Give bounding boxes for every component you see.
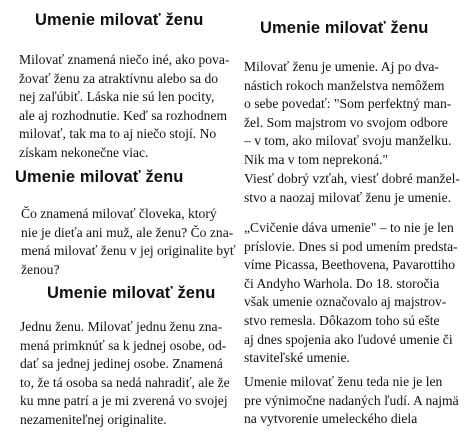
text-line: staviteľské umenie. — [244, 350, 350, 366]
text-line: Milovať ženu je umenie. Aj po dva- — [244, 59, 439, 74]
text-line: získam nekonečne viac. — [19, 144, 149, 160]
text-line: nie je dieťa ani muž, ale ženu? Čo zna- — [21, 224, 234, 240]
text-line: príslovie. Dnes si pod umením predsta- — [244, 238, 458, 254]
text-line: či Andyho Warhola. Do 18. storočia — [244, 275, 440, 291]
text-line: mená milovať ženu v jej originalite byť — [21, 243, 236, 259]
text-line: Čo znamená milovať človeka, ktorý — [21, 206, 217, 221]
text-line: nezameniteľnej originalite. — [20, 411, 167, 427]
paragraph — [244, 373, 468, 429]
paragraph — [21, 205, 237, 279]
paragraph — [20, 318, 236, 430]
text-line: dať sa jednej jedinej osobe. Znamená — [20, 356, 223, 372]
section-heading: Umenie milovať ženu — [15, 168, 184, 186]
text-line: ale aj rozhodnutie. Keď sa rozhodnem — [19, 107, 228, 123]
text-line: milovať, tak ma to aj niečo stojí. No — [19, 126, 217, 142]
text-line: nástich rokoch manželstva nemôžem — [244, 77, 445, 93]
text-line: na vytvorenie umeleckého diela — [244, 411, 418, 427]
text-line: aj dnes spojenia ako ľudové umenie či — [244, 331, 453, 347]
paragraph — [244, 219, 468, 368]
text-line: víme Picassa, Beethovena, Pavarottiho — [244, 257, 456, 273]
text-line: Milovať znamená niečo iné, ako pova- — [19, 52, 230, 67]
text-line: ženou? — [21, 261, 60, 277]
paragraph — [19, 51, 237, 163]
text-line: Nik ma v tom neprekoná." — [244, 151, 389, 167]
text-line: však umenie označovalo aj majstrov- — [244, 294, 447, 310]
paragraph — [244, 58, 468, 170]
text-line: pre výnimočne nadaných ľudí. A najmä — [244, 392, 459, 408]
text-line: ku mne patrí a je mi zverená vo svojej — [20, 393, 228, 409]
text-line: Viesť dobrý vzťah, viesť dobré manžel- — [244, 171, 460, 186]
text-line: žel. Som majstrom vo svojom odbore — [244, 114, 448, 130]
text-line: stvo a naozaj milovať ženu je umenie. — [244, 189, 451, 205]
text-line: žovať ženu za atraktívnu alebo sa do — [19, 70, 219, 86]
section-heading: Umenie milovať ženu — [260, 19, 429, 37]
section-heading: Umenie milovať ženu — [35, 11, 204, 29]
text-line: Jednu ženu. Milovať jednu ženu zna- — [20, 319, 223, 334]
text-line: stvo remesla. Dôkazom toho sú ešte — [244, 312, 440, 328]
text-line: mená primknúť sa k jednej osobe, od- — [20, 337, 227, 353]
text-line: Umenie milovať ženu teda nie je len — [244, 374, 443, 389]
text-line: o sebe povedať: "Som perfektný man- — [244, 96, 452, 112]
paragraph — [244, 170, 468, 207]
text-line: – v tom, ako milovať svoju manželku. — [244, 133, 452, 149]
section-heading: Umenie milovať ženu — [47, 284, 216, 302]
text-line: nej zaľúbiť. Láska nie sú len pocity, — [19, 89, 215, 105]
text-line: to, že tá osoba sa nedá nahradiť, ale že — [20, 374, 230, 390]
text-line: „Cvičenie dáva umenie" – to nie je len — [244, 220, 454, 235]
